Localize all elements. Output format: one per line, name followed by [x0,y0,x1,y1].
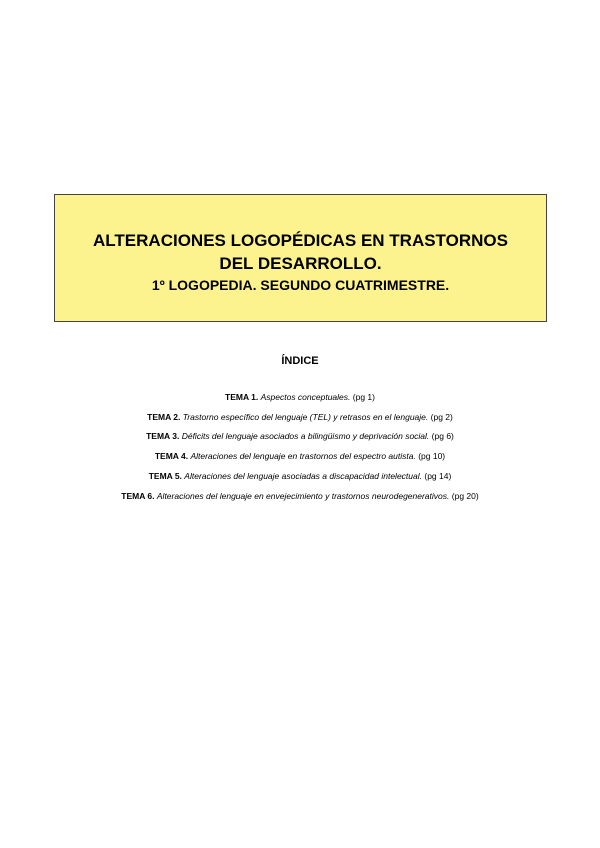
toc-text: Alteraciones del lenguaje en trastornos del espectro autista. [190,451,416,462]
toc-label: TEMA 1. [225,392,259,402]
toc-page: (pg 2) [430,411,453,422]
toc-item-2 [0,408,600,428]
toc-text: Aspectos conceptuales. [260,392,351,402]
toc-item-4 [0,447,600,467]
toc-page: (pg 14) [424,470,452,481]
toc-text: Déficits del lenguaje asociados a bilingüismo y deprivación social. [181,431,430,442]
toc-item-3 [0,427,600,447]
toc-page: (pg 20) [451,490,479,501]
toc-item-1 [0,388,600,408]
toc-item-5 [0,467,600,487]
title-box [54,194,547,322]
toc-label: TEMA 2. [147,411,181,422]
toc-label: TEMA 5. [148,470,182,481]
toc-page: (pg 10) [418,451,446,462]
toc-text: Alteraciones del lenguaje asociadas a discapacidad intelectual. [184,470,422,481]
toc-label: TEMA 4. [154,451,189,462]
toc-text: Alteraciones del lenguaje en envejecimiento y trastornos neurodegenerativos. [156,490,450,501]
index-heading: ÍNDICE [281,355,319,367]
table-of-contents [0,388,600,506]
toc-page: (pg 1) [352,392,375,402]
toc-page: (pg 6) [431,431,454,442]
document-title: ALTERACIONES LOGOPÉDICAS EN TRASTORNOS DEL DESARROLLO. [93,231,508,273]
toc-label: TEMA 3. [146,431,180,442]
toc-text: Trastorno específico del lenguaje (TEL) y retrasos en el lenguaje. [182,411,429,422]
toc-item-6 [0,487,600,507]
toc-label: TEMA 6. [121,490,155,501]
document-subtitle: 1º LOGOPEDIA. SEGUNDO CUATRIMESTRE. [151,277,450,293]
